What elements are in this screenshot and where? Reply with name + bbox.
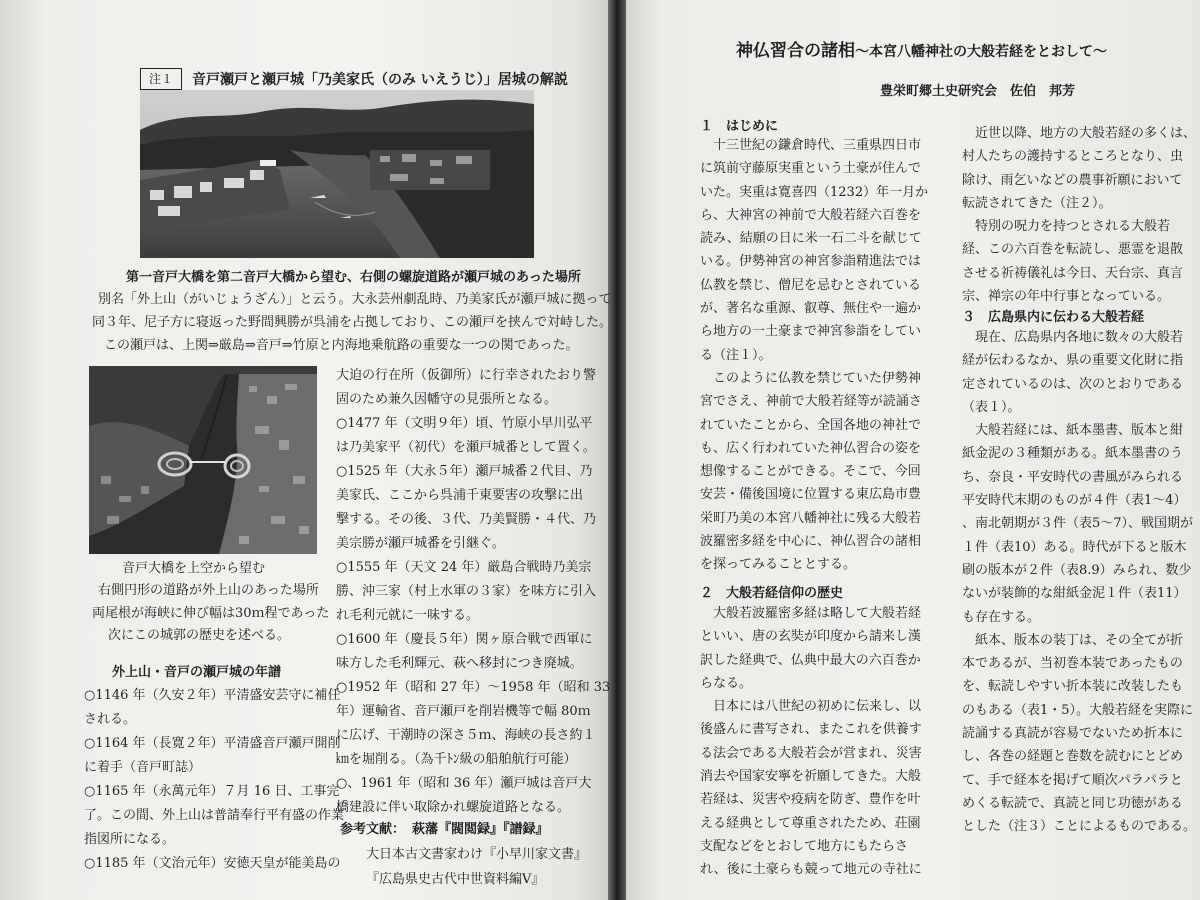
paragraph-line: のもある（表1・5）。大般若経を実際に: [962, 702, 1194, 718]
paragraph-line: 、南北朝期が３件（表5～7）、戦国期が: [962, 516, 1194, 532]
chronology-line: ○1164 年（長寛２年）平清盛音戸瀬戸開削: [84, 736, 341, 751]
chronology-line: は乃美家平（初代）を瀬戸城番として置く。: [336, 440, 596, 455]
paragraph-line: （表１）。: [962, 399, 1021, 415]
paragraph-line: といい、唐の玄奘が印度から請来し漢: [700, 629, 922, 645]
paragraph-line: ら、大神宮の神前で大般若経六百巻を: [700, 207, 922, 223]
intro-line: 別名「外上山（がいじょうざん）」と云う。大永芸州劇乱時、乃美家氏が瀬戸城に拠って: [98, 292, 612, 307]
right-column-1b: [700, 602, 922, 882]
chronology-line: 大迫の行在所（仮御所）に行幸されたおり警: [336, 368, 597, 383]
paragraph-line: 大般若波羅密多経は略して大般若経: [713, 606, 922, 621]
paragraph-line: 紙金泥の３種類がある。紙本墨書のう: [962, 446, 1184, 462]
paragraph-line: いた。実重は寛喜四（1232）年一月か: [700, 184, 929, 200]
paragraph-line: 現在、広島県内各地に数々の大般若: [975, 330, 1184, 345]
section-heading-3: ３ 広島県内に伝わる大般若経: [962, 310, 1145, 325]
chronology-line: 橋建設に伴い取除かれ螺旋道路となる。: [336, 800, 571, 815]
chronology-line: 勝、沖三家（村上水軍の３家）を味方に引入: [336, 584, 597, 599]
article-author: 豊栄町郷土史研究会 佐伯 邦芳: [880, 84, 1076, 99]
paragraph-line: 定されているのは、次のとおりである: [962, 376, 1184, 392]
note-title: 音戸瀬戸と瀬戸城「乃美家氏（のみ いえうじ）」居城の解説: [192, 72, 568, 88]
paragraph-line: とした（注３）ことによるものである。: [962, 819, 1197, 835]
paragraph-line: も存在する。: [962, 609, 1041, 625]
paragraph-line: 本であるが、当初巻本装であったもの: [962, 656, 1183, 672]
chronology-line: 固のため兼久因幡守の見張所となる。: [336, 392, 558, 407]
section-heading-1: １ はじめに: [700, 119, 779, 134]
article-title-main: 神仏習合の諸相: [736, 41, 855, 61]
aerial-photo-caption: 音戸大橋を上空から望む: [122, 561, 266, 576]
chronology-line: ○、1961 年（昭和 36 年）瀬戸城は音戸大: [336, 776, 592, 791]
paragraph-line: に筑前守藤原実重という土豪が住んで: [700, 161, 922, 177]
chronology-line: ○1600 年（慶長５年）関ヶ原合戦で西軍に: [336, 632, 593, 647]
chronology-line: される。: [84, 712, 137, 727]
references-label: 参考文献：: [340, 822, 406, 837]
paragraph-line: 後盛んに書写され、またこれを供養す: [700, 722, 922, 738]
paragraph-line: し、各巻の経題と巻数を読むにとどめ: [962, 749, 1184, 765]
reference-item: 萩藩『閥閲録』『譜録』: [412, 822, 549, 837]
chronology-line: 了。この間、外上山は普請奉行平有盛の作業: [84, 808, 345, 823]
paragraph-line: 特別の呪力を持つとされる大般若: [975, 219, 1171, 235]
reference-item: 『広島県史古代中世資料編Ⅴ』: [366, 872, 545, 887]
paragraph-line: 経が伝わるなか、県の重要文化財に指: [962, 353, 1184, 369]
paragraph-line: も、広く行われていた神仏習合の姿を: [700, 440, 922, 456]
paragraph-line: れていたことから、全国各地の神社で: [700, 417, 922, 433]
paragraph-line: ち、奈良・平安時代の書風がみられる: [962, 469, 1184, 485]
paragraph-line: 訳した経典で、仏典中最大の六百巻か: [700, 652, 921, 668]
paragraph-line: 栄町乃美の本宮八幡神社に残る大般若: [700, 510, 922, 526]
paragraph-line: 波羅密多経を中心に、神仏習合の諸相: [700, 534, 922, 550]
paragraph-line: 若経は、災害や疫病を防ぎ、豊作を叶: [700, 792, 921, 808]
paragraph-line: 近世以降、地方の大般若経の多くは、: [975, 126, 1197, 141]
aerial-photo-caption: 右側円形の道路が外上山のあった場所: [98, 583, 319, 598]
right-column-2b: [962, 326, 1196, 839]
paragraph-line: 刷の版本が２件（表8.9）みられ、数少: [962, 562, 1192, 578]
chronology-line: ○1952 年（昭和 27 年）～1958 年（昭和 33: [336, 680, 611, 695]
paragraph-line: させる祈祷儀礼は今日、天台宗、真言: [962, 265, 1184, 281]
chronology-line: 年）運輸省、音戸瀬戸を削岩機等で幅 80ｍ: [336, 704, 591, 719]
paragraph-line: 支配などをとおして地方にもたらさ: [700, 838, 909, 854]
paragraph-line: いる。伊勢神宮の神宮参詣精進法では: [700, 254, 922, 270]
paragraph-line: れ、後に土豪らも競って地元の寺社に: [700, 862, 922, 878]
article-subtitle: ～本宮八幡神社の大般若経をとおして～: [855, 44, 1107, 60]
chronology-line: ○1165 年（永萬元年）７月 16 日、工事完: [84, 784, 340, 799]
chronology-line: に広げ、干潮時の深さ５ｍ、海峡の長さ約１: [336, 728, 596, 743]
strait-photo-caption: 第一音戸大橋を第二音戸大橋から望む、右側の螺旋道路が瀬戸城のあった場所: [126, 270, 581, 285]
paragraph-line: 日本には八世紀の初めに伝来し、以: [713, 699, 922, 715]
paragraph-line: らなる。: [700, 675, 753, 691]
aerial-photo-caption: 次にこの城郭の歴史を述べる。: [108, 628, 291, 643]
chronology-line: に着手（音戸町誌）: [84, 760, 202, 775]
chronology-left-column: [84, 684, 344, 876]
paragraph-line: が、著名な重源、叡尊、無住や一遍か: [700, 301, 922, 317]
paragraph-line: 想像することができる。そこで、今回: [700, 464, 921, 480]
paragraph-line: 大般若経には、紙本墨書、版本と紺: [975, 423, 1184, 439]
paragraph-line: １件（表10）ある。時代が下ると版木: [962, 539, 1187, 555]
paragraph-line: て、手で経本を掲げて順次パラパラと: [962, 772, 1183, 788]
paragraph-line: ないが装飾的な紺紙金泥１件（表11）: [962, 586, 1187, 602]
aerial-photo-caption: 両尾根が海峡に伸び幅は30ｍ程であった: [92, 606, 330, 621]
chronology-line: 味方した毛利輝元、萩へ移封につき廃城。: [336, 656, 583, 671]
strait-photo: [140, 90, 534, 258]
chronology-line: れ毛利元就に一味する。: [336, 608, 480, 623]
chronology-line: ○1477 年（文明９年）頃、竹原小早川弘平: [336, 416, 593, 431]
paragraph-line: ら地方の一土豪まで神宮参詣をしてい: [700, 324, 922, 340]
paragraph-line: 村人たちの護持するところとなり、虫: [962, 149, 1184, 165]
paragraph-line: 仏教を禁じ、僧尼を忌むとされている: [700, 277, 922, 293]
paragraph-line: 平安時代末期のものが４件（表1～4）: [962, 493, 1187, 509]
paragraph-line: える経典として尊重されたため、荘園: [700, 815, 921, 831]
paragraph-line: 読み、結願の日に米一石二斗を献じて: [700, 231, 922, 247]
paragraph-line: 宗、禅宗の年中行事となっている。: [962, 289, 1171, 305]
chronology-line: ○1555 年（天文 24 年）厳島合戦時乃美宗: [336, 560, 592, 575]
chronology-line: 指図所になる。: [84, 832, 176, 847]
paragraph-line: このように仏教を禁じていた伊勢神: [713, 370, 922, 386]
right-column-2a: [962, 122, 1196, 308]
paragraph-line: 転読されてきた（注２）。: [962, 195, 1112, 211]
paragraph-line: めくる転読で、真読と同じ功徳がある: [962, 795, 1183, 811]
paragraph-line: 経、この六百巻を転読し、悪霊を退散: [962, 242, 1184, 258]
paragraph-line: 紙本、版本の装丁は、その全てが折: [975, 632, 1184, 648]
article-title: [736, 36, 1107, 61]
paragraph-line: 十三世紀の鎌倉時代、三重県四日市: [713, 138, 922, 153]
paragraph-line: 宮でさえ、神前で大般若経等が読誦さ: [700, 394, 922, 410]
intro-line: 同３年、尼子方に寝返った野間興勝が呉浦を占拠しており、この瀬戸を挟んで対峙した。: [92, 315, 613, 330]
paragraph-line: る法会である大般若会が営まれ、災害: [700, 745, 922, 761]
paragraph-line: を探ってみることとする。: [700, 557, 857, 573]
chronology-line: ㎞を堀削る。（為千ﾄﾝ級の船舶航行可能）: [336, 752, 577, 767]
section-heading-2: ２ 大般若経信仰の歴史: [700, 586, 844, 601]
reference-item: 大日本古文書家わけ『小早川家文書』: [366, 847, 588, 862]
chronology-line: ○1525 年（大永５年）瀬戸城番２代目、乃: [336, 464, 593, 479]
aerial-photo: [89, 366, 317, 554]
book-gutter: [608, 0, 626, 900]
right-column-1a: [700, 134, 928, 577]
paragraph-line: 消去や国家安寧を祈願してきた。大般: [700, 769, 922, 785]
paragraph-line: る（注１）。: [700, 347, 772, 363]
note-label: 注１: [140, 68, 182, 90]
paragraph-line: を、転読しやすい折本装に改装したも: [962, 679, 1184, 695]
chronology-title: 外上山・音戸の瀬戸城の年譜: [112, 665, 282, 680]
chronology-right-column: [336, 364, 610, 820]
chronology-line: 美宗勝が瀬戸城番を引継ぐ。: [336, 536, 505, 551]
chronology-line: ○1185 年（文治元年）安徳天皇が能美島の: [84, 856, 341, 871]
paragraph-line: 除け、雨乞いなどの農事祈願において: [962, 172, 1183, 188]
chronology-line: 撃する。その後、３代、乃美賢勝・４代、乃: [336, 512, 597, 527]
chronology-line: 美家氏、ここから呉浦千東要害の攻撃に出: [336, 488, 584, 503]
chronology-line: ○1146 年（久安２年）平清盛安芸守に補任: [84, 688, 341, 703]
paragraph-line: 読誦する真読が容易でないため折本に: [962, 726, 1184, 742]
intro-line: この瀬戸は、上関⇒厳島⇒音戸⇒竹原と内海地乗航路の重要な一つの関であった。: [104, 338, 579, 353]
paragraph-line: 安芸・備後国境に位置する東広島市豊: [700, 487, 922, 503]
